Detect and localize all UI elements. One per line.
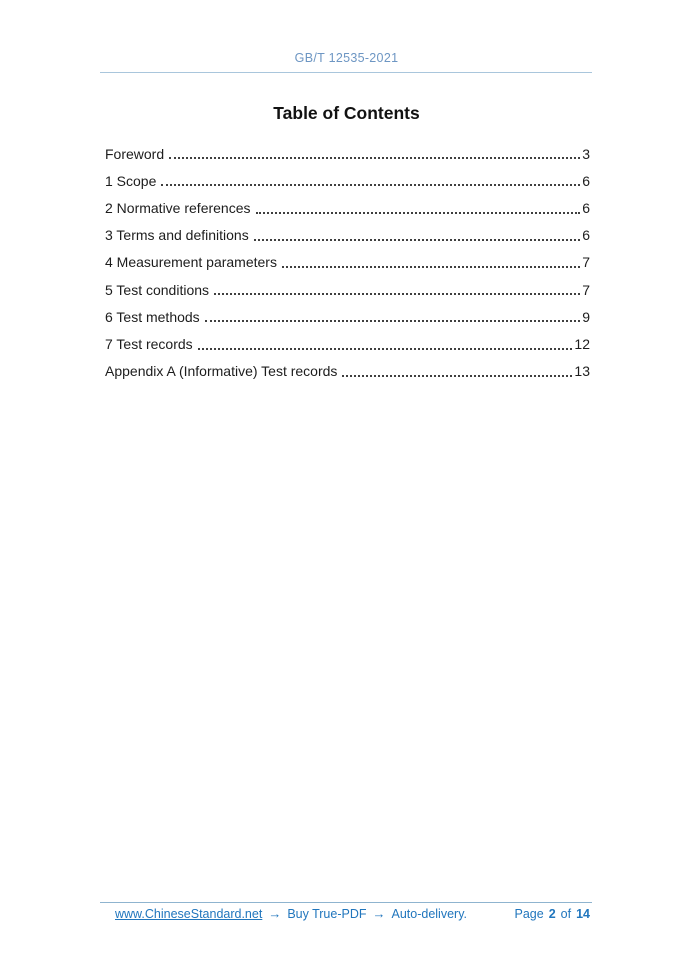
dot-leader [256, 212, 581, 214]
standard-number: GB/T 12535-2021 [294, 51, 399, 65]
toc-row [105, 190, 590, 217]
toc-row [105, 272, 590, 299]
table-of-contents [105, 136, 590, 381]
dot-leader [214, 293, 580, 295]
toc-page-number: 6 [582, 227, 590, 244]
toc-row [105, 136, 590, 163]
dot-leader [282, 266, 580, 268]
dot-leader [254, 239, 580, 241]
toc-entry-label: 5 Test conditions [105, 281, 210, 298]
toc-entry-label: Appendix A (Informative) Test records [105, 363, 338, 380]
toc-entry-label: 4 Measurement parameters [105, 254, 277, 271]
toc-row [105, 245, 590, 272]
toc-entry-label: Foreword [105, 145, 165, 162]
dot-leader [161, 184, 580, 186]
dot-leader [198, 348, 573, 350]
toc-page-number: 6 [582, 200, 590, 217]
toc-page-number: 12 [574, 336, 590, 352]
arrow-right-icon: → [372, 906, 386, 921]
toc-page-number: 13 [574, 363, 590, 380]
page-footer [115, 906, 590, 921]
page-indicator [515, 907, 591, 921]
page-indicator-label: Page [514, 907, 544, 921]
toc-row [105, 354, 590, 381]
toc-page-number: 7 [582, 281, 590, 298]
dot-leader [205, 320, 581, 322]
toc-entry-label: 3 Terms and definitions [105, 227, 249, 244]
toc-row [105, 218, 590, 245]
toc-row [105, 299, 590, 326]
footer-action-buy: Buy True-PDF [287, 907, 367, 921]
toc-entry-label: 6 Test methods [105, 308, 200, 325]
footer-promo [115, 906, 467, 921]
toc-page-number: 9 [582, 308, 590, 325]
page-header [100, 49, 593, 67]
dot-leader [342, 375, 572, 377]
toc-entry-label: 7 Test records [105, 336, 193, 352]
page-indicator-total: 14 [576, 907, 590, 921]
toc-row [105, 163, 590, 190]
toc-row [105, 326, 590, 353]
header-divider [100, 72, 592, 73]
toc-page-number: 6 [582, 172, 590, 189]
footer-divider [100, 902, 592, 903]
page-title: Table of Contents [273, 103, 420, 123]
toc-page-number: 3 [582, 145, 590, 162]
toc-page-number: 7 [582, 254, 590, 271]
footer-action-delivery: Auto-delivery. [391, 907, 467, 921]
toc-entry-label: 2 Normative references [105, 200, 251, 217]
page-indicator-current: 2 [548, 907, 556, 921]
page-indicator-of: of [560, 907, 572, 921]
dot-leader [169, 157, 580, 159]
arrow-right-icon: → [268, 906, 282, 921]
website-link[interactable]: www.ChineseStandard.net [115, 907, 263, 921]
toc-entry-label: 1 Scope [105, 172, 157, 189]
